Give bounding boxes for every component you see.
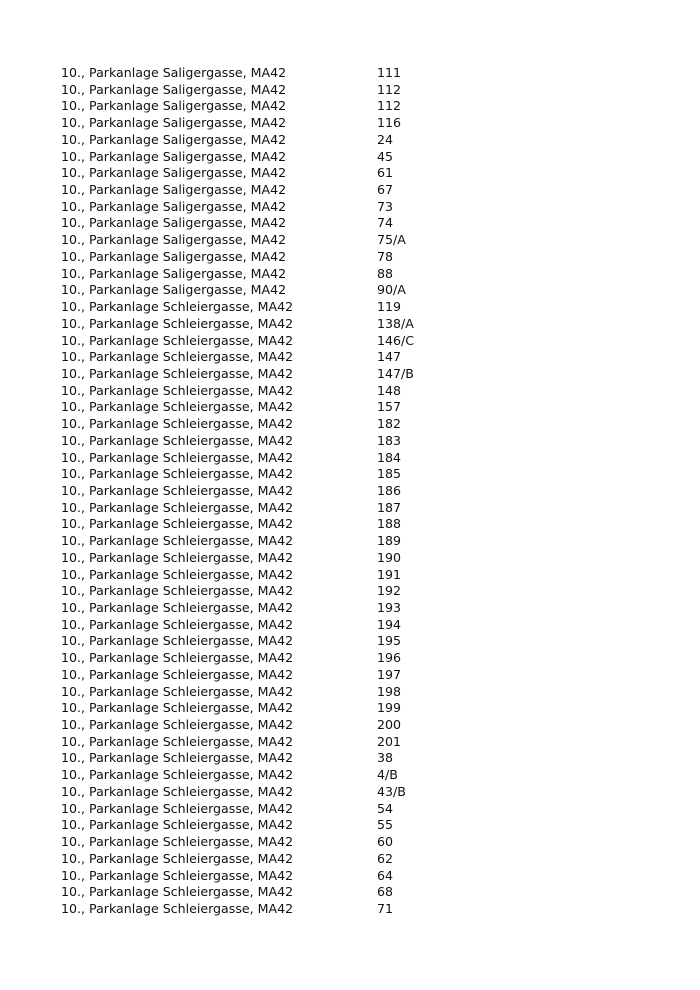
list-item — [61, 784, 661, 801]
location-text: 10., Parkanlage Schleiergasse, MA42 — [61, 733, 294, 749]
list-item — [61, 182, 661, 199]
number-text: 75/A — [377, 232, 406, 248]
location-text: 10., Parkanlage Schleiergasse, MA42 — [61, 583, 294, 599]
list-item — [61, 466, 661, 483]
number-text: 54 — [377, 800, 394, 816]
number-text: 185 — [377, 466, 402, 482]
number-text: 88 — [377, 265, 394, 281]
number-text: 183 — [377, 432, 402, 448]
location-text: 10., Parkanlage Schleiergasse, MA42 — [61, 884, 294, 900]
list-item — [61, 650, 661, 667]
list-item — [61, 884, 661, 901]
location-text: 10., Parkanlage Schleiergasse, MA42 — [61, 717, 294, 733]
location-text: 10., Parkanlage Saligergasse, MA42 — [61, 148, 287, 164]
number-text: 71 — [377, 900, 394, 916]
list-item — [61, 450, 661, 467]
location-text: 10., Parkanlage Schleiergasse, MA42 — [61, 616, 294, 632]
location-text: 10., Parkanlage Schleiergasse, MA42 — [61, 349, 294, 365]
location-text: 10., Parkanlage Schleiergasse, MA42 — [61, 399, 294, 415]
number-text: 189 — [377, 533, 402, 549]
list-item — [61, 583, 661, 600]
list-item — [61, 416, 661, 433]
location-text: 10., Parkanlage Schleiergasse, MA42 — [61, 600, 294, 615]
list-item — [61, 567, 661, 584]
location-text: 10., Parkanlage Schleiergasse, MA42 — [61, 750, 294, 766]
list-item — [61, 834, 661, 851]
location-text: 10., Parkanlage Schleiergasse, MA42 — [61, 850, 294, 866]
number-text: 201 — [377, 733, 402, 749]
location-text: 10., Parkanlage Saligergasse, MA42 — [61, 115, 287, 131]
location-text: 10., Parkanlage Saligergasse, MA42 — [61, 232, 287, 248]
number-text: 43/B — [377, 783, 406, 799]
location-text: 10., Parkanlage Schleiergasse, MA42 — [61, 416, 294, 432]
list-item — [61, 333, 661, 350]
location-text: 10., Parkanlage Schleiergasse, MA42 — [61, 533, 294, 549]
number-text: 191 — [377, 566, 402, 582]
number-text: 195 — [377, 633, 402, 649]
location-text: 10., Parkanlage Schleiergasse, MA42 — [61, 566, 294, 582]
number-text: 68 — [377, 884, 394, 900]
number-text: 200 — [377, 717, 402, 733]
location-text: 10., Parkanlage Schleiergasse, MA42 — [61, 516, 294, 532]
number-text: 157 — [377, 399, 402, 415]
list-item — [61, 750, 661, 767]
list-item — [61, 165, 661, 182]
number-text: 38 — [377, 750, 394, 766]
list-item — [61, 232, 661, 249]
list-item — [61, 316, 661, 333]
list-item — [61, 266, 661, 283]
list-item — [61, 600, 661, 617]
list-item — [61, 366, 661, 383]
location-text: 10., Parkanlage Saligergasse, MA42 — [61, 248, 287, 264]
list-item — [61, 349, 661, 366]
number-text: 116 — [377, 115, 402, 131]
location-text: 10., Parkanlage Saligergasse, MA42 — [61, 215, 287, 231]
list-item — [61, 801, 661, 818]
list-item — [61, 433, 661, 450]
list-item — [61, 483, 661, 500]
number-text: 73 — [377, 198, 394, 214]
number-text: 186 — [377, 482, 402, 498]
number-text: 62 — [377, 850, 394, 866]
number-text: 60 — [377, 834, 394, 850]
number-text: 45 — [377, 148, 394, 164]
location-text: 10., Parkanlage Saligergasse, MA42 — [61, 81, 287, 97]
location-text: 10., Parkanlage Saligergasse, MA42 — [61, 65, 287, 80]
location-text: 10., Parkanlage Schleiergasse, MA42 — [61, 767, 294, 783]
number-text: 197 — [377, 666, 402, 682]
number-text: 61 — [377, 165, 394, 181]
number-text: 112 — [377, 98, 402, 114]
location-text: 10., Parkanlage Schleiergasse, MA42 — [61, 466, 294, 482]
number-text: 196 — [377, 650, 402, 666]
location-text: 10., Parkanlage Schleiergasse, MA42 — [61, 700, 294, 716]
number-text: 111 — [377, 65, 402, 80]
location-text: 10., Parkanlage Schleiergasse, MA42 — [61, 499, 294, 515]
list-item — [61, 550, 661, 567]
location-text: 10., Parkanlage Schleiergasse, MA42 — [61, 683, 294, 699]
location-text: 10., Parkanlage Schleiergasse, MA42 — [61, 332, 294, 348]
number-text: 182 — [377, 416, 402, 432]
list-item — [61, 851, 661, 868]
list-item — [61, 817, 661, 834]
location-text: 10., Parkanlage Saligergasse, MA42 — [61, 131, 287, 147]
list-item — [61, 115, 661, 132]
number-text: 194 — [377, 616, 402, 632]
location-text: 10., Parkanlage Schleiergasse, MA42 — [61, 482, 294, 498]
location-text: 10., Parkanlage Saligergasse, MA42 — [61, 282, 287, 298]
list-item — [61, 617, 661, 634]
number-text: 55 — [377, 817, 394, 833]
location-text: 10., Parkanlage Schleiergasse, MA42 — [61, 867, 294, 883]
number-text: 146/C — [377, 332, 415, 348]
list-item — [61, 767, 661, 784]
location-text: 10., Parkanlage Schleiergasse, MA42 — [61, 449, 294, 465]
number-text: 78 — [377, 248, 394, 264]
location-text: 10., Parkanlage Schleiergasse, MA42 — [61, 783, 294, 799]
list-item — [61, 383, 661, 400]
list-item — [61, 633, 661, 650]
location-text: 10., Parkanlage Saligergasse, MA42 — [61, 98, 287, 114]
number-text: 138/A — [377, 315, 414, 331]
number-text: 90/A — [377, 282, 406, 298]
number-text: 112 — [377, 81, 402, 97]
list-item — [61, 399, 661, 416]
list-item — [61, 299, 661, 316]
number-text: 119 — [377, 299, 402, 315]
list-item — [61, 500, 661, 517]
location-text: 10., Parkanlage Schleiergasse, MA42 — [61, 834, 294, 850]
list-item — [61, 65, 661, 82]
list-item — [61, 684, 661, 701]
list-item — [61, 215, 661, 232]
number-text: 64 — [377, 867, 394, 883]
list-item — [61, 700, 661, 717]
location-text: 10., Parkanlage Saligergasse, MA42 — [61, 198, 287, 214]
number-text: 24 — [377, 131, 394, 147]
number-text: 187 — [377, 499, 402, 515]
list-item — [61, 667, 661, 684]
number-text: 4/B — [377, 767, 398, 783]
location-text: 10., Parkanlage Schleiergasse, MA42 — [61, 817, 294, 833]
list-item — [61, 516, 661, 533]
list-item — [61, 734, 661, 751]
number-text: 199 — [377, 700, 402, 716]
number-text: 193 — [377, 600, 402, 615]
list-item — [61, 282, 661, 299]
list-item — [61, 98, 661, 115]
list-item — [61, 868, 661, 885]
location-text: 10., Parkanlage Saligergasse, MA42 — [61, 165, 287, 181]
location-text: 10., Parkanlage Schleiergasse, MA42 — [61, 549, 294, 565]
list-item — [61, 199, 661, 216]
entry-list — [61, 65, 661, 918]
number-text: 192 — [377, 583, 402, 599]
location-text: 10., Parkanlage Schleiergasse, MA42 — [61, 432, 294, 448]
number-text: 198 — [377, 683, 402, 699]
list-item — [61, 249, 661, 266]
location-text: 10., Parkanlage Schleiergasse, MA42 — [61, 633, 294, 649]
location-text: 10., Parkanlage Saligergasse, MA42 — [61, 265, 287, 281]
list-item — [61, 901, 661, 918]
list-item — [61, 82, 661, 99]
location-text: 10., Parkanlage Schleiergasse, MA42 — [61, 666, 294, 682]
number-text: 148 — [377, 382, 402, 398]
location-text: 10., Parkanlage Schleiergasse, MA42 — [61, 800, 294, 816]
number-text: 188 — [377, 516, 402, 532]
number-text: 147 — [377, 349, 402, 365]
number-text: 74 — [377, 215, 394, 231]
number-text: 190 — [377, 549, 402, 565]
number-text: 184 — [377, 449, 402, 465]
location-text: 10., Parkanlage Saligergasse, MA42 — [61, 182, 287, 198]
number-text: 147/B — [377, 365, 414, 381]
location-text: 10., Parkanlage Schleiergasse, MA42 — [61, 382, 294, 398]
list-item — [61, 717, 661, 734]
location-text: 10., Parkanlage Schleiergasse, MA42 — [61, 365, 294, 381]
location-text: 10., Parkanlage Schleiergasse, MA42 — [61, 315, 294, 331]
list-item — [61, 149, 661, 166]
list-item — [61, 533, 661, 550]
location-text: 10., Parkanlage Schleiergasse, MA42 — [61, 650, 294, 666]
location-text: 10., Parkanlage Schleiergasse, MA42 — [61, 900, 294, 916]
location-text: 10., Parkanlage Schleiergasse, MA42 — [61, 299, 294, 315]
list-item — [61, 132, 661, 149]
number-text: 67 — [377, 182, 394, 198]
